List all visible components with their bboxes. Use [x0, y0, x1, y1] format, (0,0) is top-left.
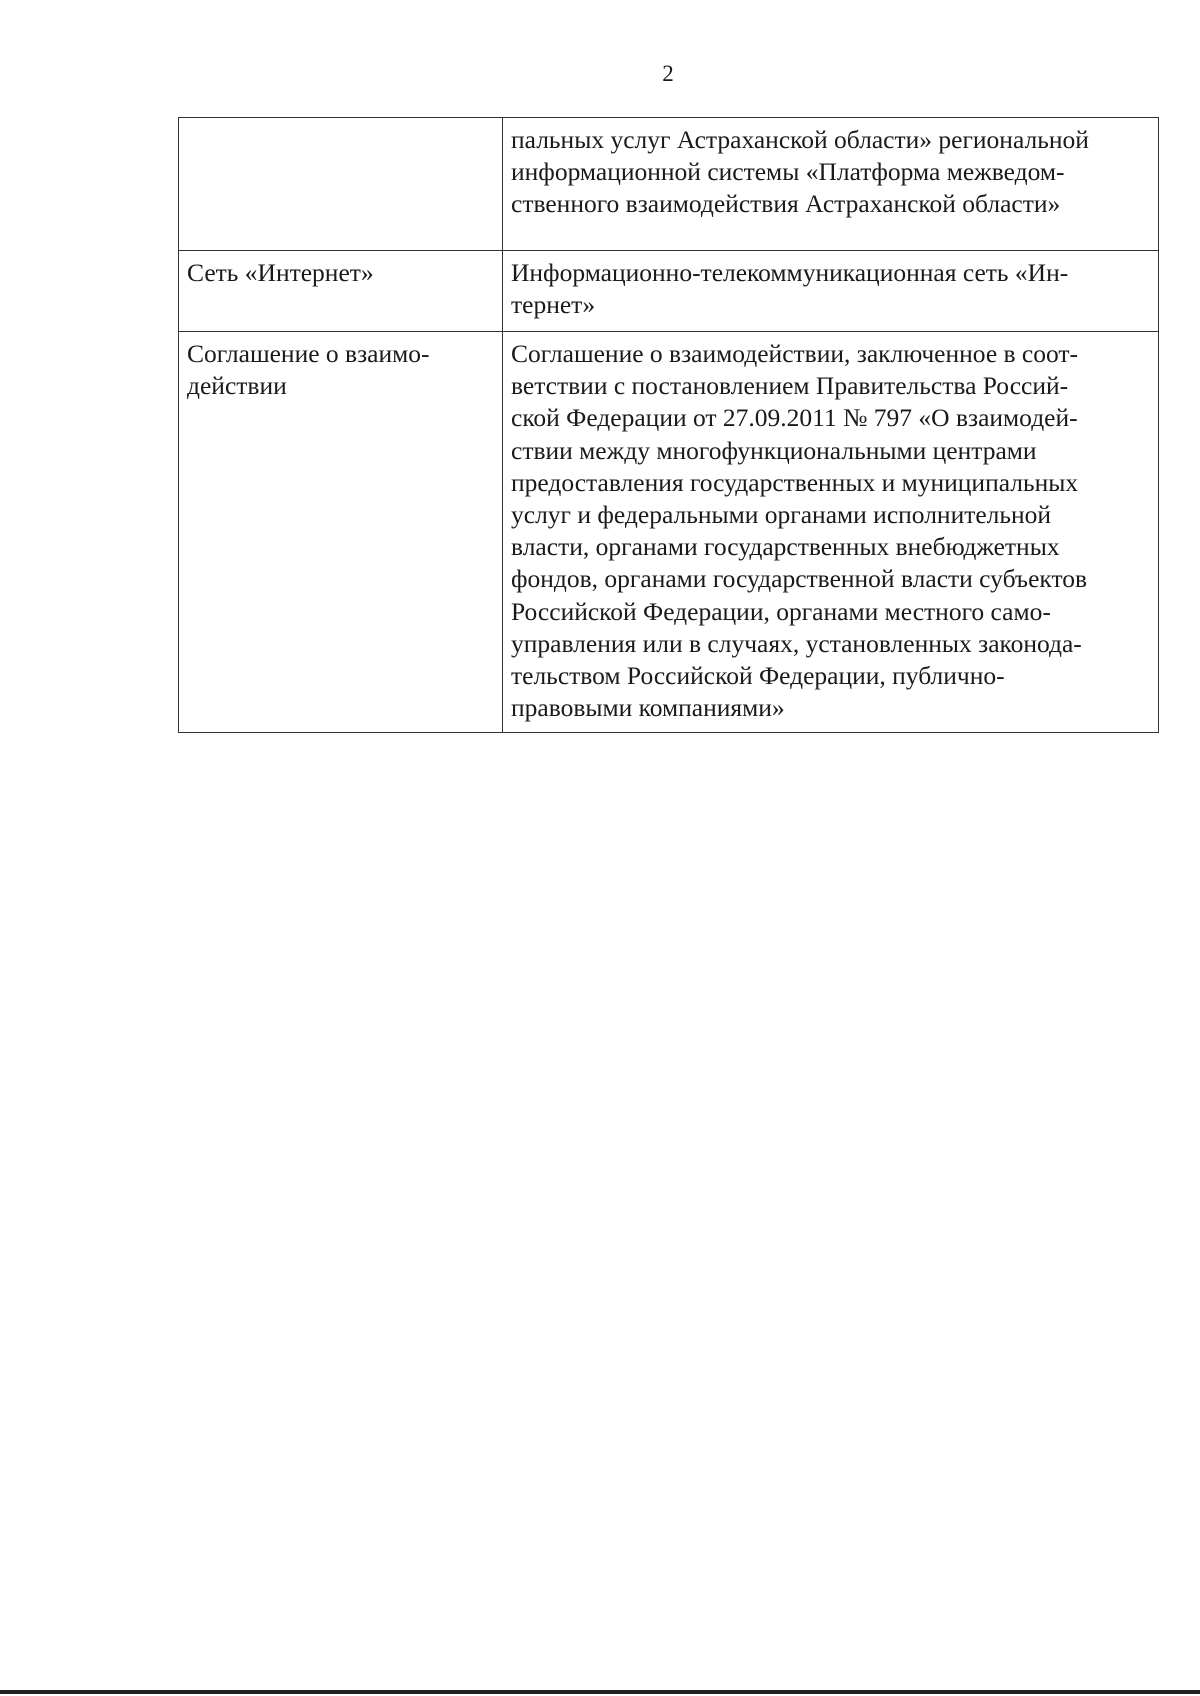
description-line: информационной системы «Платформа межведом-: [511, 157, 1065, 187]
description-line: власти, органами государственных внебюджетных: [511, 532, 1060, 562]
table-row: [179, 118, 1159, 251]
description-line: фондов, органами государственной власти субъектов: [511, 564, 1088, 594]
table-row: [179, 251, 1159, 332]
term-cell: [179, 332, 503, 733]
description-line: Соглашение о взаимодействии, заключенное в соот-: [511, 339, 1079, 368]
description-line: ственного взаимодействия Астраханской области»: [511, 189, 1061, 219]
description-line: ствии между многофункциональными центрами: [511, 435, 1037, 465]
description-line: правовыми компаниями»: [511, 693, 785, 723]
table-row: [179, 332, 1159, 733]
page-number: 2: [662, 61, 674, 86]
description-cell: [503, 251, 1159, 332]
description-line: тельством Российской Федерации, публично-: [511, 661, 1005, 691]
definitions-table: [178, 117, 1159, 733]
term-line: Сеть «Интернет»: [187, 258, 374, 287]
description-cell: [503, 332, 1159, 733]
description-line: Российской Федерации, органами местного само-: [511, 596, 1051, 626]
description-line: Информационно-телекоммуникационная сеть «Ин-: [511, 258, 1069, 287]
term-line: Соглашение о взаимо-: [187, 339, 430, 368]
description-line: управления или в случаях, установленных законода-: [511, 628, 1082, 658]
description-line: ской Федерации от 27.09.2011 № 797 «О взаимодей-: [511, 403, 1078, 433]
description-line: услуг и федеральными органами исполнительной: [511, 500, 1052, 530]
scan-edge-rule: [0, 1690, 1200, 1694]
description-line: тернет»: [511, 290, 596, 320]
term-cell: [179, 251, 503, 332]
description-cell: [503, 118, 1159, 251]
term-cell: [179, 118, 503, 251]
description-line: ветствии с постановлением Правительства Россий-: [511, 371, 1069, 401]
description-line: предоставления государственных и муниципальных: [511, 467, 1079, 497]
term-line: действии: [187, 371, 287, 401]
description-line: пальных услуг Астраханской области» региональной: [511, 125, 1089, 154]
